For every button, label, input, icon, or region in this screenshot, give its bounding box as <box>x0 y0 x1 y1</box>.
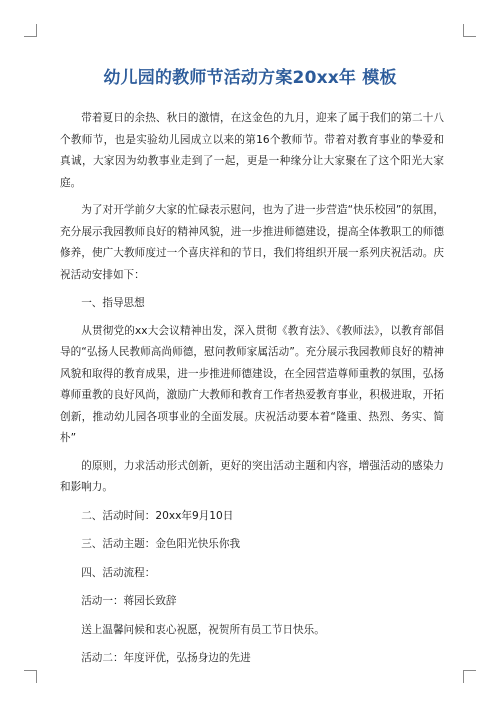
crop-mark-top-right <box>463 24 476 37</box>
document-body <box>60 108 444 670</box>
document-title: 幼儿园的教师节活动方案20xx年 模板 <box>103 68 397 88</box>
paragraph-purpose: 为了对开学前夕大家的忙碌表示慰问，也为了进一步营造“快乐校园”的氛围，充分展示我园教师良好的精神风貌，进一步推进师德建设，提高全体教职工的师德修养，使广大教师度过一个喜庆祥和的节日，我们将组织开展一系列庆祝活动。庆祝活动安排如下： <box>60 204 444 281</box>
activity-process-heading: 四、活动流程： <box>81 566 156 579</box>
activity-theme: 三、活动主题：金色阳光快乐你我 <box>81 538 241 550</box>
heading-guiding-ideology: 一、指导思想 <box>81 297 145 309</box>
activity-one: 活动一：蒋园长致辞 <box>81 595 177 607</box>
paragraph-intro: 带着夏日的余热、秋日的激情，在这金色的九月，迎来了属于我们的第二十八个教师节，也是实验幼儿园成立以来的第16个教师节。带着对教育事业的挚爱和真诚，大家因为幼教事业走到了一起，更是一种缘分让大家聚在了这个阳光大家庭。 <box>60 112 444 189</box>
activity-one-detail: 送上温馨问候和衷心祝愿，祝贺所有员工节日快乐。 <box>81 623 325 636</box>
paragraph-principle: 的原则，力求活动形式创新，更好的突出活动主题和内容，增强活动的感染力和影响力。 <box>60 459 444 493</box>
activity-two: 活动二：年度评优，弘扬身边的先进 <box>81 652 251 664</box>
crop-mark-bottom-left <box>24 670 37 683</box>
crop-mark-bottom-right <box>463 670 476 683</box>
activity-time: 二、活动时间：20xx年9月10日 <box>81 509 234 522</box>
crop-mark-top-left <box>24 24 37 37</box>
paragraph-guiding-ideology: 从贯彻党的xx大会议精神出发，深入贯彻《教育法》、《教师法》，以教育部倡导的“弘扬人民教师高尚师德，慰问教师家属活动”。充分展示我园教师良好的精神风貌和取得的教育成果，进一步推进师德建设，在全园营造尊师重教的氛围，弘扬尊师重教的良好风尚，激励广大教师和教育工作者热爱教育事业，积极进取，开拓创新，推动幼儿园各项事业的全面发展。庆祝活动要本着“隆重、热烈、务实、简朴” <box>60 324 444 444</box>
